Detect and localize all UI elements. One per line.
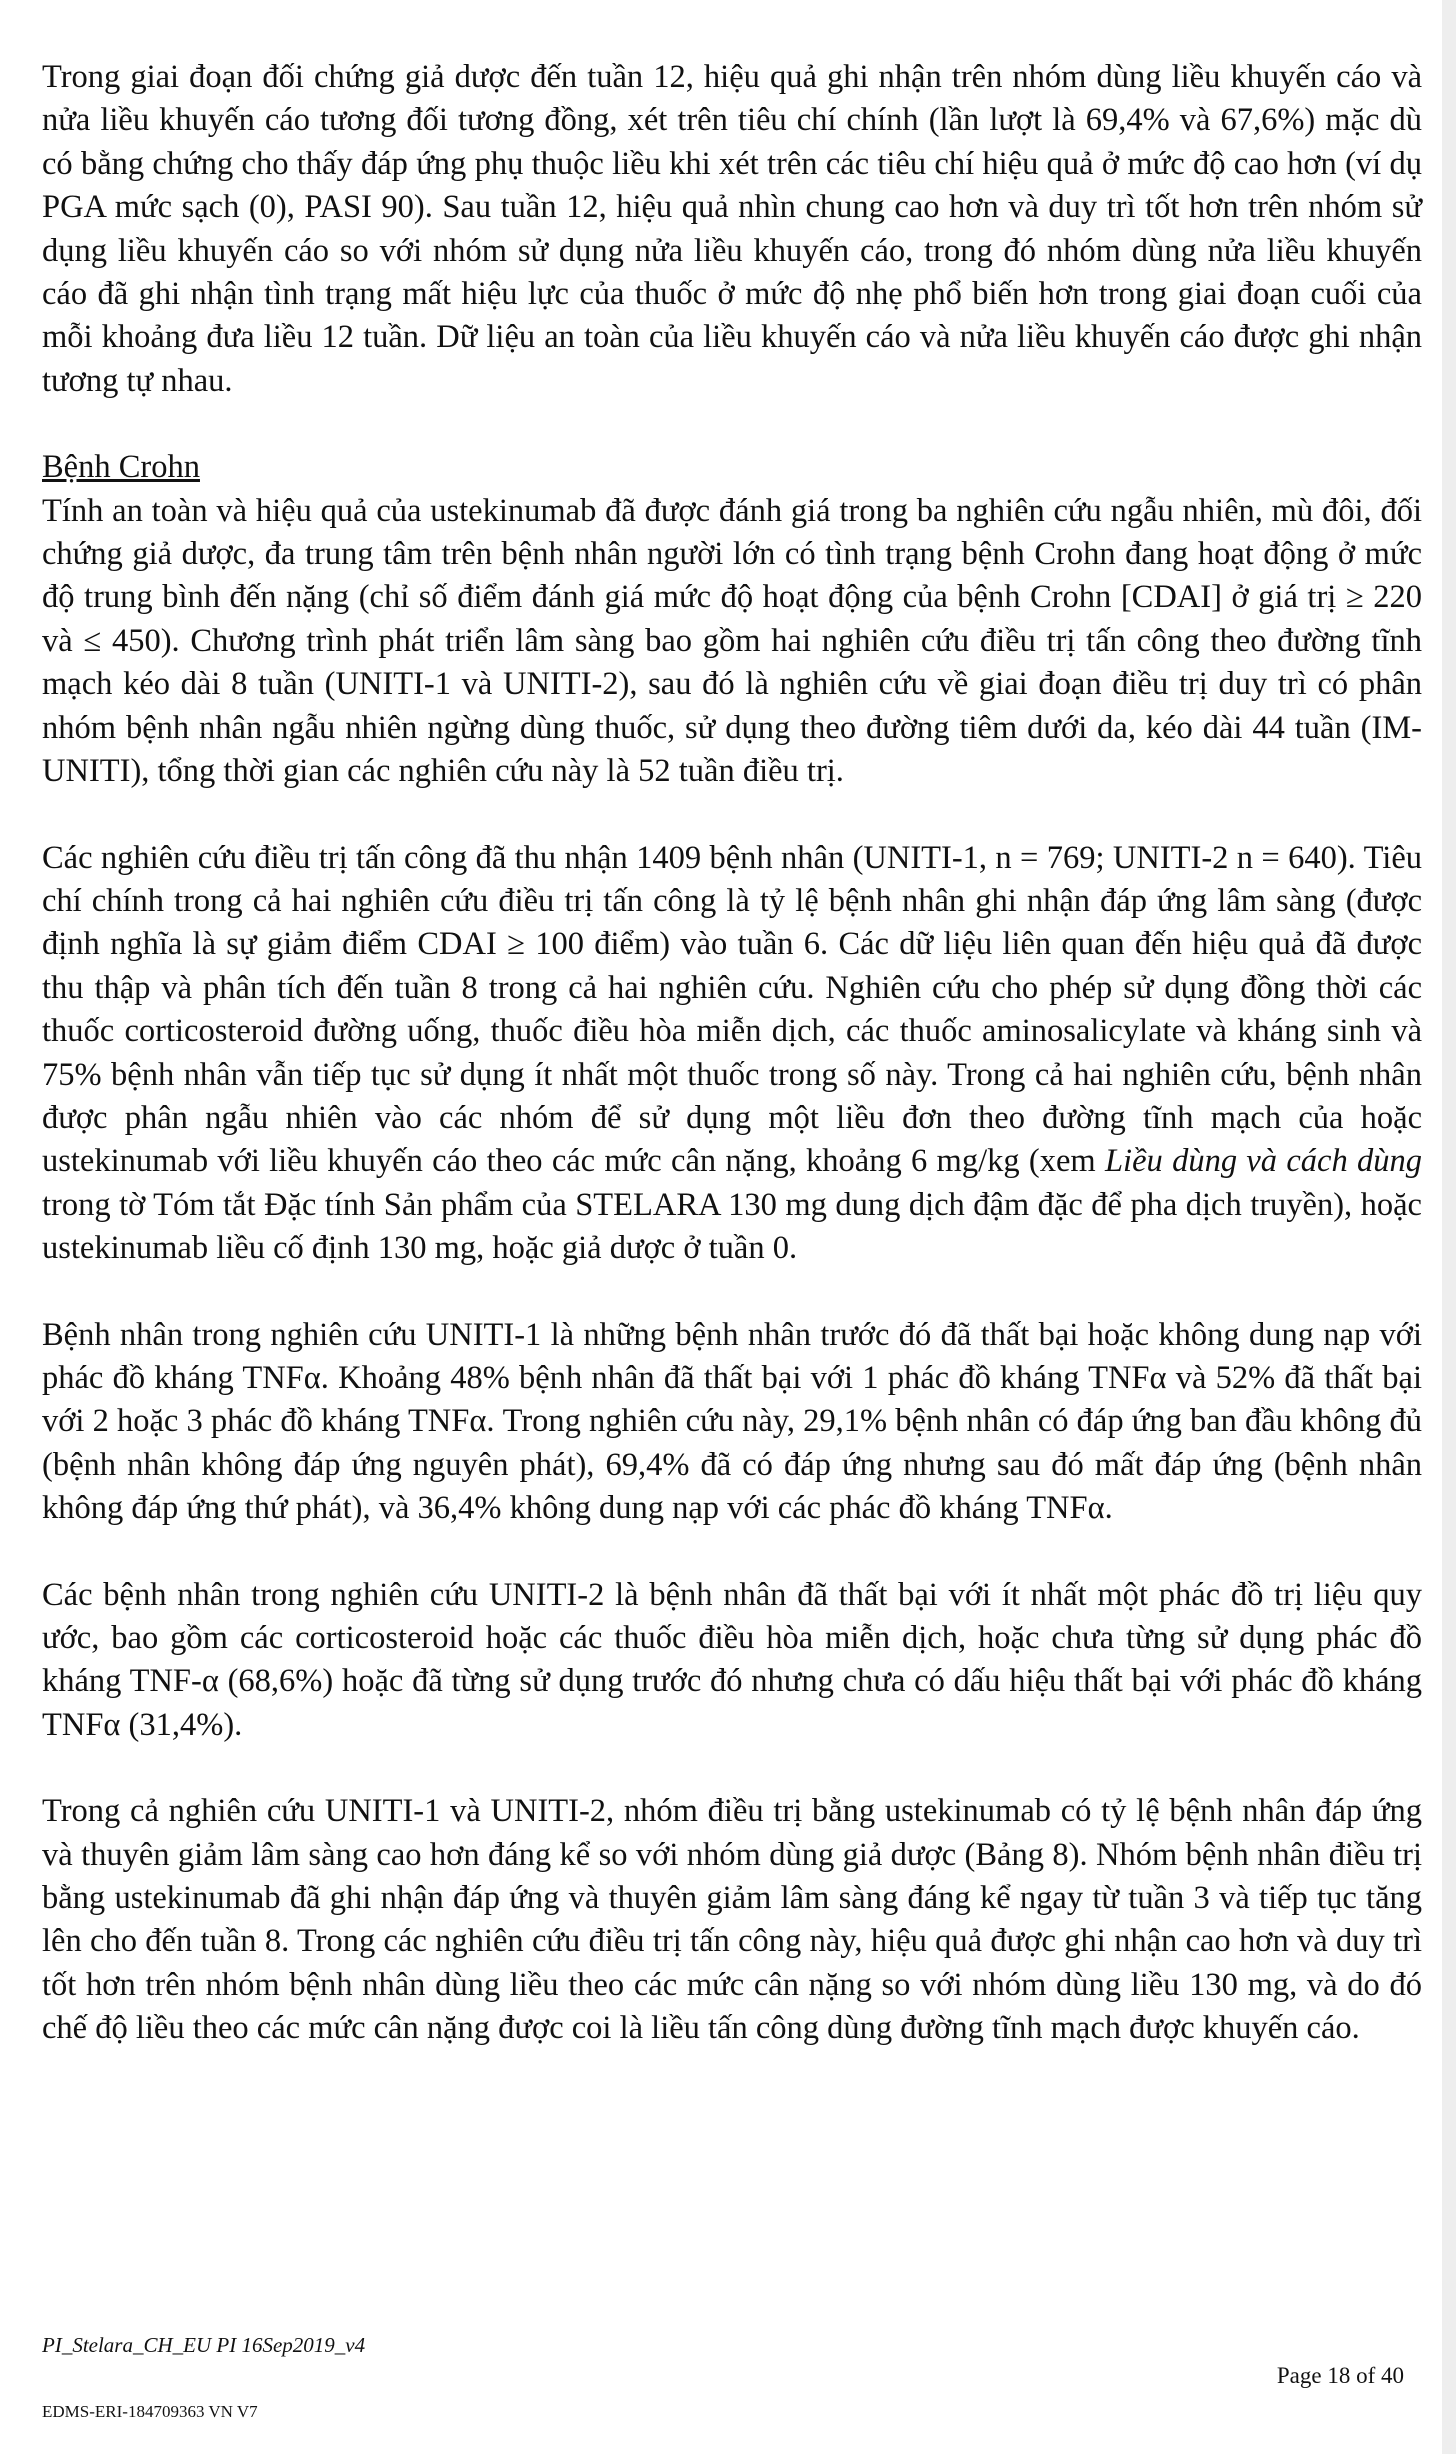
reference-dosage-section: Liều dùng và cách dùng [1104, 1143, 1422, 1180]
paragraph-psoriasis-dose-comparison: Trong giai đoạn đối chứng giả dược đến tuần 12, hiệu quả ghi nhận trên nhóm dùng liều khuyến cáo và nửa liều khuyến cáo tương đối tương đồng, xét trên tiêu chí chính (lần lượt là 69,4% và 67,6%) mặc dù có bằng chứng cho thấy đáp ứng phụ thuộc liều khi xét trên các tiêu chí hiệu quả ở mức độ cao hơn (ví dụ PGA mức sạch (0), PASI 90). Sau tuần 12, hiệu quả nhìn chung cao hơn và duy trì tốt hơn trên nhóm sử dụng liều khuyến cáo so với nhóm sử dụng nửa liều khuyến cáo, trong đó nhóm dùng nửa liều khuyến cáo đã ghi nhận tình trạng mất hiệu lực của thuốc ở mức độ nhẹ phổ biến hơn trong giai đoạn cuối của mỗi khoảng đưa liều 12 tuần. Dữ liệu an toàn của liều khuyến cáo và nửa liều khuyến cáo được ghi nhận tương tự nhau. [42, 59, 1422, 399]
footer-edms-code: EDMS-ERI-184709363 VN V7 [42, 2402, 258, 2421]
paragraph-induction-text-1: Các nghiên cứu điều trị tấn công đã thu nhận 1409 bệnh nhân (UNITI-1, n = 769; UNITI-2 n = 640). Tiêu chí chính trong cả hai nghiên cứu điều trị tấn công là tỷ lệ bệnh nhân ghi nhận đáp ứng lâm sàng (được định nghĩa là sự giảm điểm CDAI ≥ 100 điểm) vào tuần 6. Các dữ liệu liên quan đến hiệu quả đã được thu thập và phân tích đến tuần 8 trong cả hai nghiên cứu. Nghiên cứu cho phép sử dụng đồng thời các thuốc corticosteroid đường uống, thuốc điều hòa miễn dịch, các thuốc aminosalicylate và kháng sinh và 75% bệnh nhân vẫn tiếp tục sử dụng ít nhất một thuốc trong số này. Trong cả hai nghiên cứu, bệnh nhân được phân ngẫu nhiên vào các nhóm để sử dụng một liều đơn theo đường tĩnh mạch của hoặc ustekinumab với liều khuyến cáo theo các mức cân nặng, khoảng 6 mg/kg (xem [42, 839, 1422, 1180]
section-heading-crohn: Bệnh Crohn [42, 449, 200, 486]
page-edge-strip [1442, 0, 1456, 2454]
paragraph-uniti-2-population: Các bệnh nhân trong nghiên cứu UNITI-2 là bệnh nhân đã thất bại với ít nhất một phác đồ trị liệu quy ước, bao gồm các corticosteroid hoặc các thuốc điều hòa miễn dịch, hoặc chưa từng sử dụng phác đồ kháng TNF-α (68,6%) hoặc đã từng sử dụng trước đó nhưng chưa có dấu hiệu thất bại với phác đồ kháng TNFα (31,4%). [42, 1576, 1422, 1743]
footer-document-id: PI_Stelara_CH_EU PI 16Sep2019_v4 [42, 2333, 366, 2357]
paragraph-induction-text-2: trong tờ Tóm tắt Đặc tính Sản phẩm của STELARA 130 mg dung dịch đậm đặc để pha dịch truyền), hoặc ustekinumab liều cố định 130 mg, hoặc giả dược ở tuần 0. [42, 1186, 1422, 1267]
paragraph-uniti-results: Trong cả nghiên cứu UNITI-1 và UNITI-2, nhóm điều trị bằng ustekinumab có tỷ lệ bệnh nhân đáp ứng và thuyên giảm lâm sàng cao hơn đáng kể so với nhóm dùng giả dược (Bảng 8). Nhóm bệnh nhân điều trị bằng ustekinumab đã ghi nhận đáp ứng và thuyên giảm lâm sàng đáng kể ngay từ tuần 3 và tiếp tục tăng lên cho đến tuần 8. Trong các nghiên cứu điều trị tấn công này, hiệu quả được ghi nhận cao hơn và duy trì tốt hơn trên nhóm bệnh nhân dùng liều theo các mức cân nặng so với nhóm dùng liều 130 mg, và do đó chế độ liều theo các mức cân nặng được coi là liều tấn công dùng đường tĩnh mạch được khuyến cáo. [42, 1793, 1422, 2047]
paragraph-crohn-intro: Tính an toàn và hiệu quả của ustekinumab đã được đánh giá trong ba nghiên cứu ngẫu nhiên, mù đôi, đối chứng giả dược, đa trung tâm trên bệnh nhân người lớn có tình trạng bệnh Crohn đang hoạt động ở mức độ trung bình đến nặng (chỉ số điểm đánh giá mức độ hoạt động của bệnh Crohn [CDAI] ở giá trị ≥ 220 và ≤ 450). Chương trình phát triển lâm sàng bao gồm hai nghiên cứu điều trị tấn công theo đường tĩnh mạch kéo dài 8 tuần (UNITI-1 và UNITI-2), sau đó là nghiên cứu về giai đoạn điều trị duy trì có phân nhóm bệnh nhân ngẫu nhiên ngừng dùng thuốc, sử dụng theo đường tiêm dưới da, kéo dài 44 tuần (IM-UNITI), tổng thời gian các nghiên cứu này là 52 tuần điều trị. [42, 492, 1422, 790]
footer-page-number: Page 18 of 40 [1276, 2363, 1404, 2388]
paragraph-induction-studies [42, 837, 1422, 1271]
section-crohn [42, 446, 1422, 793]
paragraph-uniti-1-population: Bệnh nhân trong nghiên cứu UNITI-1 là những bệnh nhân trước đó đã thất bại hoặc không dung nạp với phác đồ kháng TNFα. Khoảng 48% bệnh nhân đã thất bại với 1 phác đồ kháng TNFα và 52% đã thất bại với 2 hoặc 3 phác đồ kháng TNFα. Trong nghiên cứu này, 29,1% bệnh nhân có đáp ứng ban đầu không đủ (bệnh nhân không đáp ứng nguyên phát), 69,4% đã có đáp ứng nhưng sau đó mất đáp ứng (bệnh nhân không đáp ứng thứ phát), và 36,4% không dung nạp với các phác đồ kháng TNFα. [42, 1316, 1422, 1527]
document-body [42, 56, 1422, 2094]
